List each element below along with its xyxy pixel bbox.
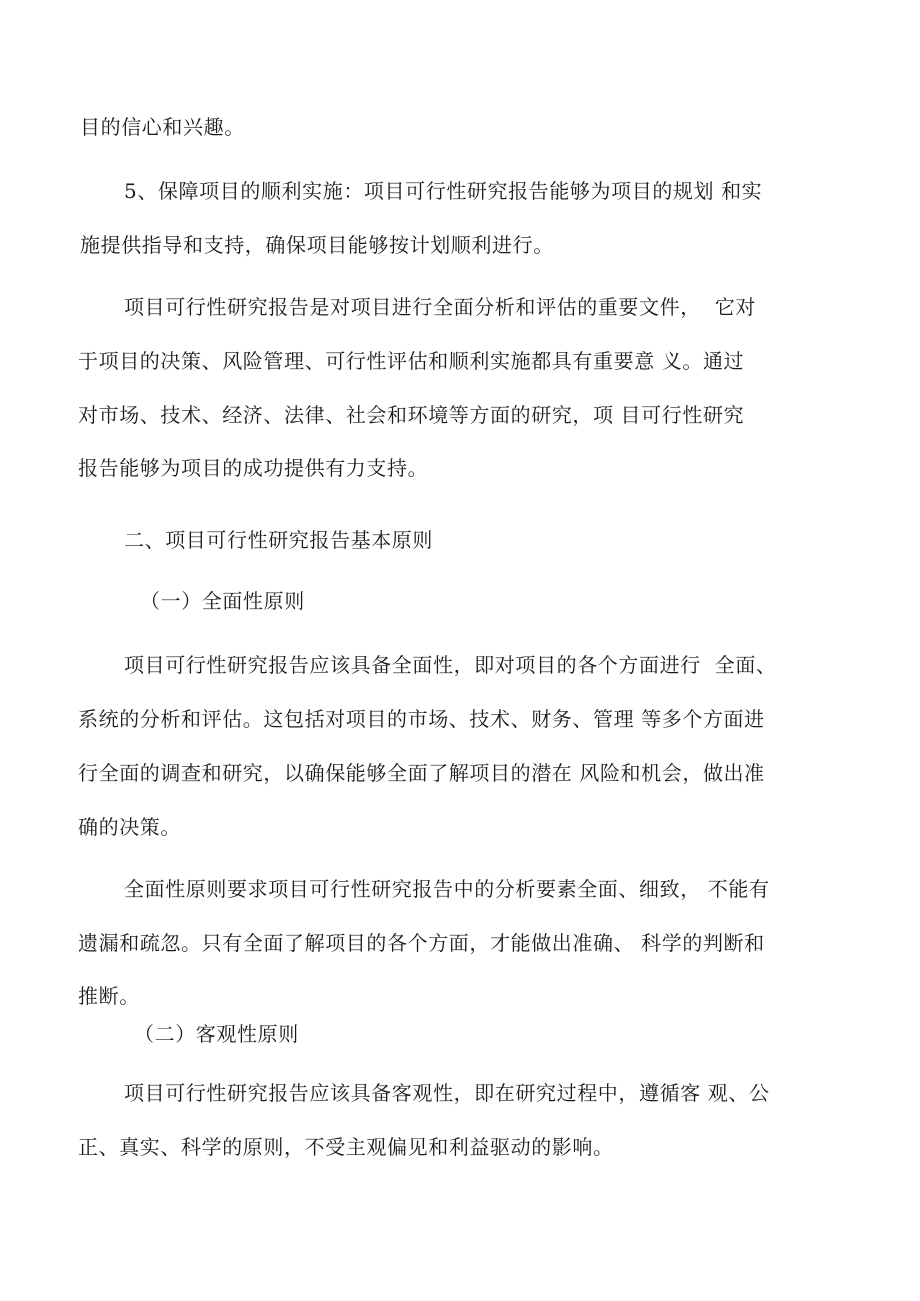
text-line-14: 全面性原则要求项目可行性研究报告中的分析要素全面、细致， 不能有 (124, 877, 770, 901)
text-line-15: 遗漏和疏忽。只有全面了解项目的各个方面，才能做出准确、 科学的判断和 (78, 931, 765, 955)
text-line-3: 施提供指导和支持，确保项目能够按计划顺利进行。 (80, 233, 554, 257)
text-line-10: 项目可行性研究报告应该具备全面性，即对项目的各个方面进行 全面、 (124, 653, 777, 677)
text-line-16: 推断。 (78, 984, 140, 1008)
text-line-7: 报告能够为项目的成功提供有力支持。 (78, 456, 429, 480)
text-line-12: 行全面的调查和研究，以确保能够全面了解项目的潜在 风险和机会，做出准 (78, 761, 765, 785)
text-line-4: 项目可行性研究报告是对项目进行全面分析和评估的重要文件， 它对 (124, 295, 756, 319)
text-line-6: 对市场、技术、经济、法律、社会和环境等方面的研究，项 目可行性研究 (78, 403, 745, 427)
text-line-5: 于项目的决策、风险管理、可行性评估和顺利实施都具有重要意 义。通过 (78, 349, 745, 373)
text-line-19: 正、真实、科学的原则，不受主观偏见和利益驱动的影响。 (78, 1135, 614, 1159)
section-heading: 二、项目可行性研究报告基本原则 (124, 528, 433, 552)
text-line-11: 系统的分析和评估。这包括对项目的市场、技术、财务、管理 等多个方面进 (78, 707, 765, 731)
text-line-18: 项目可行性研究报告应该具备客观性，即在研究过程中，遵循客 观、公 (124, 1081, 770, 1105)
subsection-heading-1: （一）全面性原则 (140, 589, 305, 613)
subsection-heading-2: （二）客观性原则 (134, 1022, 299, 1046)
text-line-13: 确的决策。 (78, 815, 181, 839)
text-line-1: 目的信心和兴趣。 (80, 115, 245, 139)
text-line-2: 5、保障项目的顺利实施：项目可行性研究报告能够为项目的规划 和实 (124, 179, 763, 203)
